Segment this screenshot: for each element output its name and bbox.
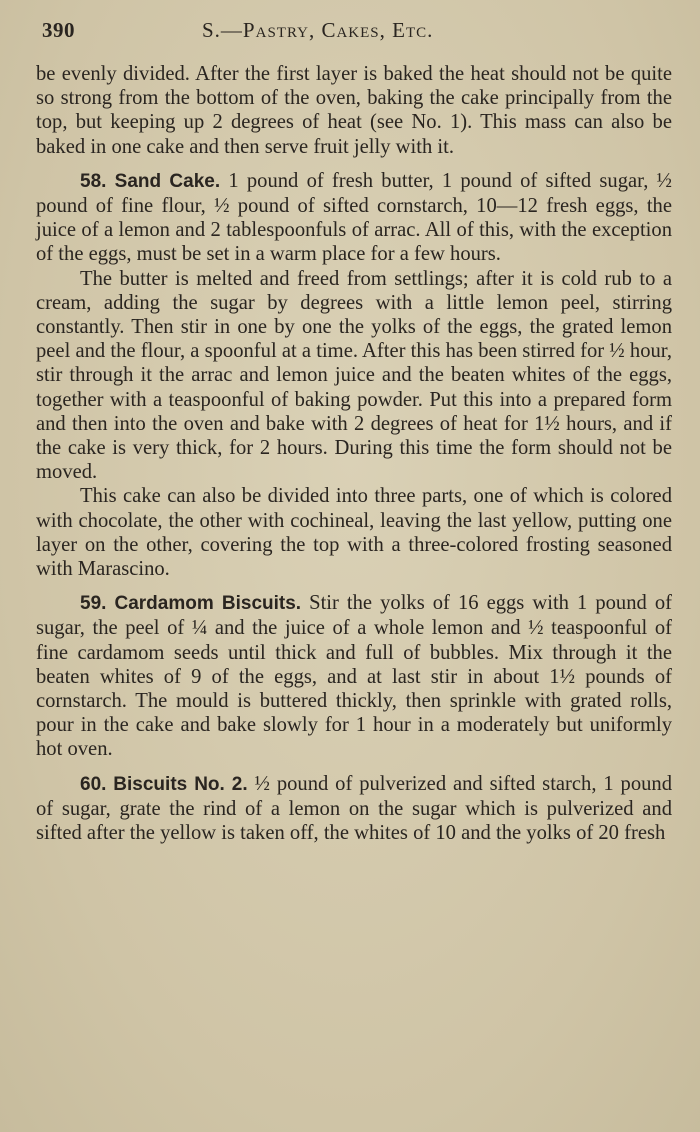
recipe-title: Sand Cake.	[114, 170, 221, 192]
recipe-58-paragraph: The butter is melted and freed from settlings; after it is cold rub to a cream, adding the sugar by degrees with a little lemon peel, stirring constantly. Then stir in one by one the yolks of the eggs, the grated lemon peel and the flour, a spoonful at a time. After this has been stirred for ½ hour, stir through it the arrac and lemon juice and the beaten whites of the eggs, together with a teaspoonful of baking powder. Put this into a prepared form and then into the oven and bake with 2 degrees of heat for 1½ hours, and if the cake is very thick, for 2 hours. During this time the form should not be moved.	[36, 267, 672, 484]
recipe-number: 60.	[80, 773, 107, 795]
recipe-58-paragraph: This cake can also be divided into three parts, one of which is colored with chocolate, the other with cochineal, leaving the last yellow, putting one layer on the other, covering the top with a three-colored frosting seasoned with Marascino.	[36, 485, 672, 581]
recipe-60-intro	[36, 772, 672, 846]
page-number: 390	[42, 18, 75, 42]
recipe-number: 58.	[80, 170, 107, 192]
recipe-text: ½ pound of pulverized and sifted starch, 1 pound of sugar, grate the rind of a lemon on the sugar which is pulverized and sifted after the yellow is taken off, the whites of 10 and the yolks of 20 fresh	[36, 772, 673, 845]
continuation-paragraph: be evenly divided. After the first layer is baked the heat should not be quite so strong from the bottom of the oven, baking the cake principally from the top, but keeping up 2 degrees of heat (see No. 1). This mass can also be baked in one cake and then serve fruit jelly with it.	[36, 63, 672, 158]
recipe-title: Cardamom Biscuits.	[114, 593, 302, 615]
recipe-59-intro	[36, 591, 672, 761]
recipe-58-intro	[36, 169, 672, 267]
recipe-text: 1 pound of fresh butter, 1 pound of sifted sugar, ½ pound of fine flour, ½ pound of sifted cornstarch, 10—12 fresh eggs, the juice of a lemon and 2 tablespoonfuls of arrac. All of this, with the exception of the eggs, must be set in a warm place for a few hours.	[36, 169, 672, 266]
running-title: S.—Pastry, Cakes, Etc.	[202, 18, 434, 42]
page-body	[36, 62, 672, 845]
recipe-number: 59.	[80, 593, 107, 615]
recipe-title: Biscuits No. 2.	[113, 773, 248, 795]
running-head	[36, 18, 672, 48]
recipe-text: Stir the yolks of 16 eggs with 1 pound of sugar, the peel of ¼ and the juice of a whole lemon and ½ teaspoonful of fine cardamom seeds until thick and full of bubbles. Mix through it the beaten whites of 9 of the eggs, and at last stir in about 1½ pounds of cornstarch. The mould is buttered thickly, then sprinkle with grated rolls, pour in the cake and bake slowly for 1 hour in a moderately but uniformly hot oven.	[36, 592, 673, 761]
